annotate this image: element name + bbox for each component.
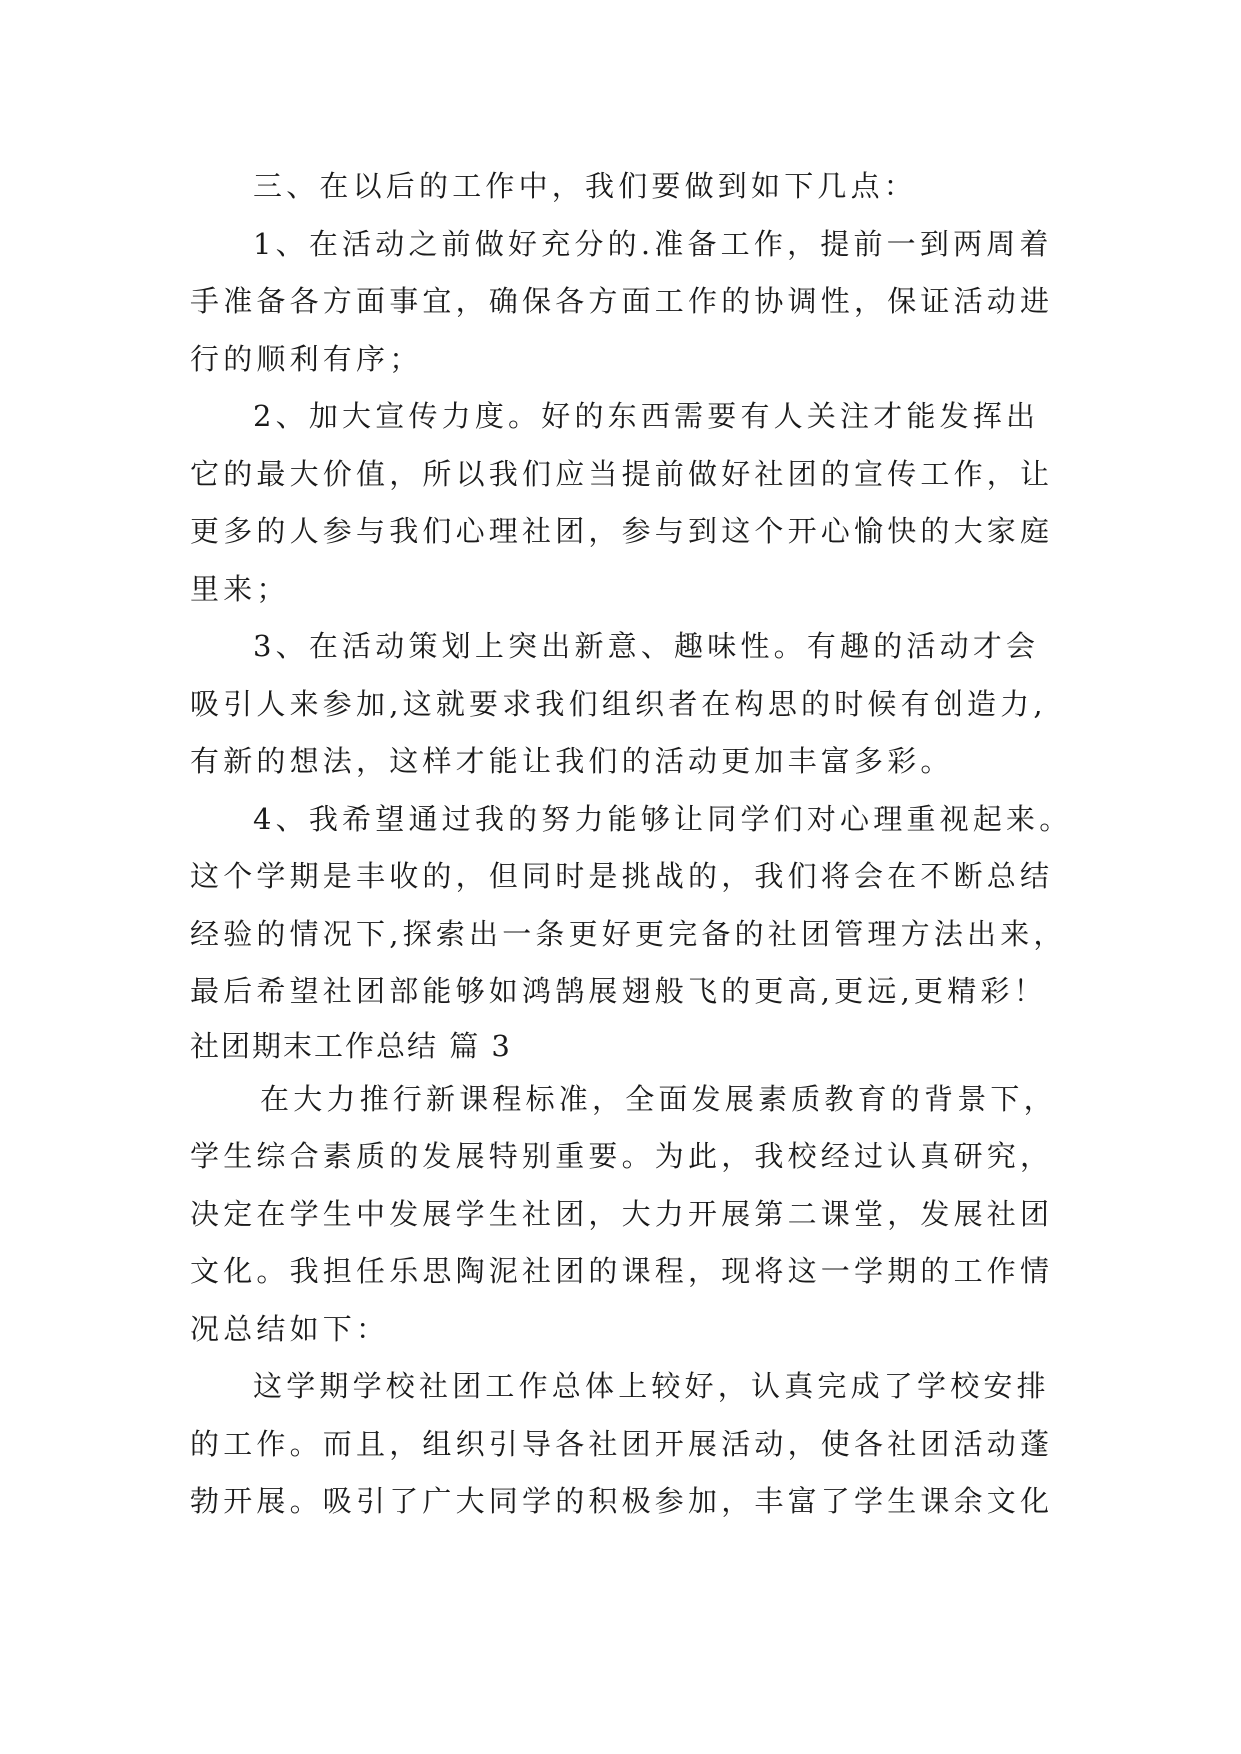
point-four-line-3: 经验的情况下,探索出一条更好更完备的社团管理方法出来， bbox=[190, 916, 1067, 951]
point-one-line-3: 行的顺利有序； bbox=[190, 341, 423, 376]
point-four-line-4: 最后希望社团部能够如鸿鹄展翅般飞的更高,更远,更精彩！ bbox=[190, 974, 1047, 1008]
point-two-line-2: 它的最大价值，所以我们应当提前做好社团的宣传工作，让 bbox=[190, 456, 1054, 491]
article-paragraph-2-line-2: 的工作。而且，组织引导各社团开展活动，使各社团活动蓬 bbox=[190, 1426, 1054, 1461]
article-paragraph-1-line-4: 文化。我担任乐思陶泥社团的课程，现将这一学期的工作情 bbox=[190, 1254, 1054, 1288]
point-two-line-4: 里来； bbox=[190, 571, 290, 606]
point-four-line-2: 这个学期是丰收的，但同时是挑战的，我们将会在不断总结 bbox=[190, 859, 1054, 893]
point-three-line-3: 有新的想法，这样才能让我们的活动更加丰富多彩。 bbox=[190, 744, 954, 778]
section-heading-three: 三、在以后的工作中，我们要做到如下几点： bbox=[253, 169, 918, 203]
document-body bbox=[190, 158, 1073, 1531]
article-paragraph-2-line-3: 勃开展。吸引了广大同学的积极参加，丰富了学生课余文化 bbox=[190, 1484, 1054, 1518]
point-two-line-1: 2、加大宣传力度。好的东西需要有人关注才能发挥出 bbox=[253, 399, 1040, 433]
point-one-line-1: 1、在活动之前做好充分的.准备工作，提前一到两周着 bbox=[253, 226, 1053, 261]
point-four-line-1: 4、我希望通过我的努力能够让同学们对心理重视起来。 bbox=[253, 801, 1073, 836]
article-paragraph-2-line-1: 这学期学校社团工作总体上较好，认真完成了学校安排 bbox=[253, 1369, 1050, 1403]
article-paragraph-1-line-1: 在大力推行新课程标准，全面发展素质教育的背景下， bbox=[260, 1081, 1057, 1116]
point-three-line-1: 3、在活动策划上突出新意、趣味性。有趣的活动才会 bbox=[253, 629, 1040, 663]
point-two-line-3: 更多的人参与我们心理社团，参与到这个开心愉快的大家庭 bbox=[190, 514, 1054, 548]
article-heading: 社团期末工作总结 篇 3 bbox=[190, 1028, 512, 1063]
article-paragraph-1-line-3: 决定在学生中发展学生社团，大力开展第二课堂，发展社团 bbox=[190, 1196, 1054, 1231]
point-three-line-2: 吸引人来参加,这就要求我们组织者在构思的时候有创造力, bbox=[190, 686, 1047, 721]
point-one-line-2: 手准备各方面事宜，确保各方面工作的协调性，保证活动进 bbox=[190, 284, 1054, 318]
article-paragraph-1-line-2: 学生综合素质的发展特别重要。为此，我校经过认真研究， bbox=[190, 1139, 1054, 1173]
article-paragraph-1-line-5: 况总结如下： bbox=[190, 1311, 390, 1346]
